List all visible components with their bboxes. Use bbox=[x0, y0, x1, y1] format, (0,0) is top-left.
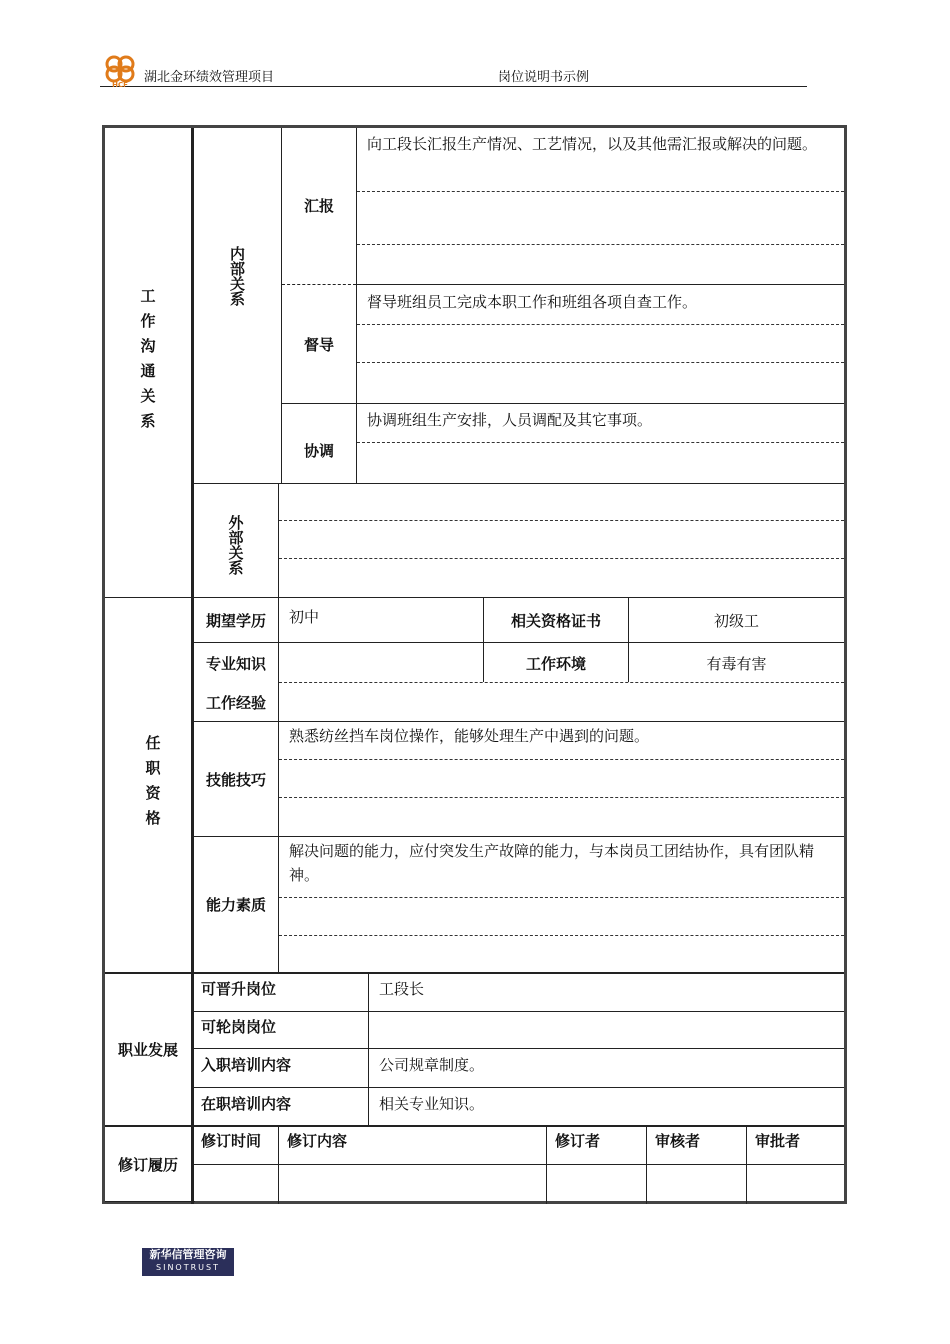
job-description-table bbox=[102, 125, 847, 1204]
revision-time-header: 修订时间 bbox=[201, 1132, 262, 1150]
revision-section-label: 修订履历 bbox=[117, 1155, 178, 1174]
onjob-label: 在职培训内容 bbox=[201, 1095, 292, 1113]
education-label: 期望学历 bbox=[205, 611, 266, 630]
promotion-label: 可晋升岗位 bbox=[201, 980, 277, 998]
onjob-value: 相关专业知识。 bbox=[379, 1095, 485, 1113]
supervise-text: 督导班组员工完成本职工作和班组各项自查工作。 bbox=[367, 293, 698, 311]
induction-value: 公司规章制度。 bbox=[379, 1056, 485, 1074]
report-text: 向工段长汇报生产情况、工艺情况，以及其他需汇报或解决的问题。 bbox=[367, 135, 818, 153]
supervise-label: 督导 bbox=[303, 335, 334, 354]
education-value: 初中 bbox=[289, 608, 320, 626]
career-section-label: 职业发展 bbox=[117, 1041, 178, 1059]
qualification-section-label: 任职资格 bbox=[143, 735, 162, 835]
induction-label: 入职培训内容 bbox=[201, 1056, 292, 1074]
approver-header: 审批者 bbox=[755, 1132, 801, 1150]
reviser-header: 修订者 bbox=[555, 1132, 601, 1150]
sinotrust-logo: 新华信管理咨询 SINOTRUST bbox=[142, 1248, 234, 1276]
document-title: 岗位说明书示例 bbox=[498, 70, 590, 85]
skills-label: 技能技巧 bbox=[205, 770, 266, 789]
skills-text: 熟悉纺丝挡车岗位操作，能够处理生产中遇到的问题。 bbox=[289, 727, 650, 745]
auditor-header: 审核者 bbox=[655, 1132, 701, 1150]
rotation-label: 可轮岗岗位 bbox=[201, 1018, 277, 1036]
ability-text: 解决问题的能力，应付突发生产故障的能力，与本岗员工团结协作，具有团队精神。 bbox=[289, 842, 815, 884]
project-title: 湖北金环绩效管理项目 bbox=[144, 70, 275, 85]
svg-text:HCF: HCF bbox=[112, 81, 128, 88]
internal-relations-label: 内部关系 bbox=[228, 245, 246, 306]
promotion-value: 工段长 bbox=[379, 980, 425, 998]
company-logo bbox=[100, 54, 140, 88]
coordinate-label: 协调 bbox=[303, 442, 334, 460]
knowledge-label: 专业知识 bbox=[205, 654, 266, 673]
external-relations-label: 外部关系 bbox=[226, 515, 245, 575]
page-header bbox=[100, 54, 807, 87]
environment-value: 有毒有害 bbox=[706, 654, 767, 673]
certificate-value: 初级工 bbox=[713, 611, 759, 630]
environment-label: 工作环境 bbox=[525, 654, 586, 673]
report-label: 汇报 bbox=[303, 197, 334, 215]
ability-label: 能力素质 bbox=[205, 896, 266, 914]
experience-label: 工作经验 bbox=[205, 693, 266, 712]
certificate-label: 相关资格证书 bbox=[510, 611, 601, 630]
revision-content-header: 修订内容 bbox=[287, 1132, 348, 1150]
coordinate-text: 协调班组生产安排，人员调配及其它事项。 bbox=[367, 411, 653, 429]
communication-section-label: 工作沟通关系 bbox=[138, 287, 157, 438]
